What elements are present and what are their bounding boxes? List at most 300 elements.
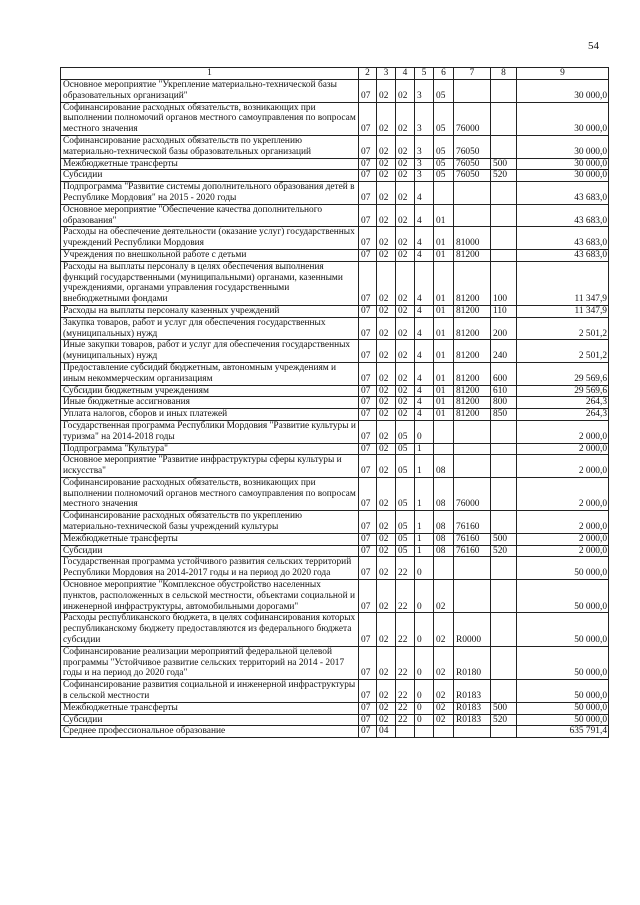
row-code-cell: 800 (491, 397, 517, 409)
row-description: Софинансирование расходных обязательств, возникающих при выполнении полномочий органов местного самоуправления по вопросам местного значения (61, 477, 359, 510)
row-code-cell: 100 (491, 261, 517, 305)
row-description: Софинансирование расходных обязательств, возникающих при выполнении полномочий органов местного самоуправления по вопросам местного значения (61, 102, 359, 135)
table-row (61, 158, 609, 170)
row-code-cell: 81200 (454, 305, 491, 317)
row-code-cell: R0183 (454, 680, 491, 703)
table-row (61, 102, 609, 135)
row-code-cell: 02 (377, 511, 396, 534)
row-code-cell: 08 (434, 545, 454, 557)
row-code-cell: 81200 (454, 261, 491, 305)
row-code-cell (491, 646, 517, 679)
row-code-cell (434, 557, 454, 580)
row-code-cell: 81200 (454, 317, 491, 340)
row-code-cell: 07 (359, 714, 377, 726)
row-code-cell: 02 (377, 533, 396, 545)
table-row (61, 455, 609, 478)
row-code-cell: 04 (377, 726, 396, 738)
row-code-cell: 81200 (454, 385, 491, 397)
row-code-cell: 07 (359, 170, 377, 182)
row-code-cell: 22 (396, 646, 415, 679)
row-description: Субсидии (61, 714, 359, 726)
row-code-cell: 4 (415, 385, 434, 397)
row-code-cell: 01 (434, 409, 454, 421)
row-description: Софинансирование развития социальной и инженерной инфраструктуры в сельской местности (61, 680, 359, 703)
row-code-cell: 07 (359, 613, 377, 646)
table-row (61, 170, 609, 182)
row-code-cell: R0183 (454, 714, 491, 726)
row-description: Государственная программа Республики Мордовия "Развитие культуры и туризма" на 2014-2018 годы (61, 420, 359, 443)
table-row (61, 613, 609, 646)
row-code-cell: 3 (415, 158, 434, 170)
column-header: 4 (396, 68, 415, 80)
row-amount: 43 683,0 (517, 204, 609, 227)
row-code-cell (491, 557, 517, 580)
row-code-cell (415, 726, 434, 738)
row-description: Учреждения по внешкольной работе с детьми (61, 249, 359, 261)
table-row (61, 261, 609, 305)
row-amount: 11 347,9 (517, 305, 609, 317)
row-code-cell: 81200 (454, 340, 491, 363)
row-description: Иные бюджетные ассигнования (61, 397, 359, 409)
row-code-cell: 01 (434, 204, 454, 227)
row-code-cell: 22 (396, 702, 415, 714)
row-code-cell: 4 (415, 397, 434, 409)
row-code-cell: 110 (491, 305, 517, 317)
row-code-cell: 02 (396, 158, 415, 170)
row-amount: 2 501,2 (517, 317, 609, 340)
row-code-cell: 02 (377, 80, 396, 103)
row-code-cell (491, 443, 517, 455)
row-code-cell: 02 (396, 170, 415, 182)
row-code-cell: 07 (359, 533, 377, 545)
row-amount: 50 000,0 (517, 646, 609, 679)
row-code-cell: 02 (377, 714, 396, 726)
row-code-cell: 600 (491, 362, 517, 385)
row-code-cell: 01 (434, 385, 454, 397)
row-code-cell: 02 (396, 362, 415, 385)
column-header: 2 (359, 68, 377, 80)
row-code-cell: 76160 (454, 533, 491, 545)
row-code-cell: 81200 (454, 249, 491, 261)
row-description: Основное мероприятие "Комплексное обустройство населенных пунктов, расположенных в сельской местности, объектами социальной и инженерной инфраструктуры, автомобильными дорогами" (61, 580, 359, 613)
row-code-cell: 08 (434, 477, 454, 510)
row-code-cell: 3 (415, 170, 434, 182)
row-amount: 50 000,0 (517, 580, 609, 613)
row-code-cell (491, 613, 517, 646)
row-code-cell: 0 (415, 613, 434, 646)
row-code-cell: 07 (359, 135, 377, 158)
table-row (61, 726, 609, 738)
row-code-cell: 76050 (454, 135, 491, 158)
row-code-cell: 02 (377, 170, 396, 182)
row-code-cell (434, 726, 454, 738)
row-code-cell (396, 726, 415, 738)
row-code-cell (454, 455, 491, 478)
row-code-cell: 05 (396, 477, 415, 510)
row-code-cell: 0 (415, 714, 434, 726)
row-code-cell: 07 (359, 420, 377, 443)
row-code-cell: 07 (359, 702, 377, 714)
row-code-cell: 07 (359, 646, 377, 679)
row-description: Подпрограмма "Развитие системы дополнительного образования детей в Республике Мордовия" на 2015 - 2020 годы (61, 182, 359, 205)
row-code-cell: 01 (434, 305, 454, 317)
row-code-cell: 1 (415, 477, 434, 510)
row-code-cell (454, 726, 491, 738)
row-code-cell: 01 (434, 340, 454, 363)
row-amount: 30 000,0 (517, 80, 609, 103)
row-code-cell: 4 (415, 249, 434, 261)
table-row (61, 420, 609, 443)
row-code-cell: 05 (434, 102, 454, 135)
row-code-cell: 05 (434, 158, 454, 170)
row-code-cell: 520 (491, 170, 517, 182)
table-row (61, 511, 609, 534)
row-code-cell: 02 (377, 362, 396, 385)
row-code-cell: 02 (377, 613, 396, 646)
row-code-cell: 81200 (454, 362, 491, 385)
row-code-cell: 07 (359, 317, 377, 340)
row-code-cell: 07 (359, 158, 377, 170)
row-code-cell (491, 726, 517, 738)
row-description: Предоставление субсидий бюджетным, автономным учреждениям и иным некоммерческим организациям (61, 362, 359, 385)
row-code-cell: 81000 (454, 227, 491, 250)
row-description: Софинансирование реализации мероприятий федеральной целевой программы "Устойчивое развитие сельских территорий на 2014 - 2017 годы и на период до 2020 года" (61, 646, 359, 679)
row-code-cell: 1 (415, 443, 434, 455)
row-code-cell: 4 (415, 340, 434, 363)
row-code-cell: 76000 (454, 102, 491, 135)
row-code-cell (491, 135, 517, 158)
table-row (61, 533, 609, 545)
row-code-cell: 07 (359, 305, 377, 317)
row-code-cell: 02 (377, 340, 396, 363)
row-description: Расходы на выплаты персоналу казенных учреждений (61, 305, 359, 317)
table-header-row (61, 68, 609, 80)
row-code-cell: 3 (415, 80, 434, 103)
table-row (61, 182, 609, 205)
row-code-cell: 02 (377, 477, 396, 510)
table-row (61, 227, 609, 250)
row-description: Государственная программа устойчивого развития сельских территорий Республики Мордовия на 2014-2017 годы и на период до 2020 года (61, 557, 359, 580)
row-code-cell: R0183 (454, 702, 491, 714)
row-code-cell (434, 443, 454, 455)
row-description: Закупка товаров, работ и услуг для обеспечения государственных (муниципальных) нужд (61, 317, 359, 340)
row-code-cell: 08 (434, 511, 454, 534)
row-code-cell: 02 (377, 680, 396, 703)
table-row (61, 646, 609, 679)
row-code-cell: 4 (415, 227, 434, 250)
row-code-cell: 76050 (454, 170, 491, 182)
row-code-cell (491, 580, 517, 613)
row-code-cell (491, 227, 517, 250)
row-description: Основное мероприятие "Развитие инфраструктуры сферы культуры и искусства" (61, 455, 359, 478)
row-code-cell (454, 580, 491, 613)
row-amount: 11 347,9 (517, 261, 609, 305)
row-code-cell: 02 (396, 204, 415, 227)
row-code-cell: 520 (491, 545, 517, 557)
row-code-cell: 0 (415, 680, 434, 703)
row-code-cell: 07 (359, 511, 377, 534)
row-code-cell: 01 (434, 397, 454, 409)
row-code-cell: 4 (415, 204, 434, 227)
row-code-cell: 07 (359, 249, 377, 261)
row-code-cell (491, 511, 517, 534)
row-code-cell: 07 (359, 545, 377, 557)
row-code-cell: 02 (377, 702, 396, 714)
row-code-cell (454, 557, 491, 580)
row-code-cell: 05 (434, 80, 454, 103)
row-code-cell: 1 (415, 455, 434, 478)
row-code-cell: 81200 (454, 397, 491, 409)
row-amount: 2 000,0 (517, 455, 609, 478)
row-code-cell: 02 (377, 443, 396, 455)
row-code-cell: 01 (434, 261, 454, 305)
row-code-cell: 1 (415, 545, 434, 557)
row-amount: 43 683,0 (517, 227, 609, 250)
column-header: 1 (61, 68, 359, 80)
row-code-cell: 05 (434, 135, 454, 158)
row-amount: 2 000,0 (517, 420, 609, 443)
budget-table (60, 67, 609, 738)
row-code-cell (454, 80, 491, 103)
row-code-cell: 76000 (454, 477, 491, 510)
row-code-cell: 07 (359, 557, 377, 580)
page-number: 54 (588, 40, 599, 52)
row-code-cell: 07 (359, 362, 377, 385)
row-code-cell: 02 (377, 102, 396, 135)
row-description: Расходы республиканского бюджета, в целях софинансирования которых республиканскому бюджету предоставляются из федерального бюджета субсидии (61, 613, 359, 646)
row-code-cell: 1 (415, 533, 434, 545)
row-amount: 30 000,0 (517, 170, 609, 182)
row-code-cell: 02 (434, 702, 454, 714)
row-amount: 29 569,6 (517, 385, 609, 397)
table-row (61, 204, 609, 227)
row-description: Субсидии (61, 545, 359, 557)
row-code-cell: 22 (396, 714, 415, 726)
row-code-cell (454, 420, 491, 443)
row-code-cell: 07 (359, 102, 377, 135)
row-code-cell: R0000 (454, 613, 491, 646)
table-row (61, 305, 609, 317)
row-description: Расходы на выплаты персоналу в целях обеспечения выполнения функций государственными (муниципальными) органами, казенными учреждениями, органами управления государственными внебюджетными фондами (61, 261, 359, 305)
row-code-cell: 07 (359, 680, 377, 703)
row-description: Расходы на обеспечение деятельности (оказание услуг) государственных учреждений Республики Мордовия (61, 227, 359, 250)
row-code-cell (491, 204, 517, 227)
row-code-cell: 02 (377, 158, 396, 170)
row-code-cell: 02 (377, 135, 396, 158)
row-code-cell: 07 (359, 455, 377, 478)
row-code-cell: 22 (396, 680, 415, 703)
row-code-cell: 05 (396, 511, 415, 534)
row-code-cell: 0 (415, 580, 434, 613)
row-code-cell: 07 (359, 227, 377, 250)
row-code-cell (491, 182, 517, 205)
column-header: 8 (491, 68, 517, 80)
row-code-cell: 02 (377, 249, 396, 261)
row-code-cell (454, 443, 491, 455)
row-code-cell: 07 (359, 385, 377, 397)
column-header: 9 (517, 68, 609, 80)
row-code-cell: 4 (415, 182, 434, 205)
row-code-cell: 240 (491, 340, 517, 363)
row-code-cell: 4 (415, 305, 434, 317)
row-code-cell: 500 (491, 158, 517, 170)
row-code-cell: 02 (377, 261, 396, 305)
row-code-cell: 02 (434, 680, 454, 703)
row-amount: 43 683,0 (517, 249, 609, 261)
row-amount: 29 569,6 (517, 362, 609, 385)
row-code-cell: 02 (434, 580, 454, 613)
row-amount: 2 000,0 (517, 511, 609, 534)
row-code-cell (491, 80, 517, 103)
row-description: Межбюджетные трансферты (61, 702, 359, 714)
column-header: 5 (415, 68, 434, 80)
row-description: Основное мероприятие "Укрепление материально-технической базы образовательных организаций" (61, 80, 359, 103)
row-code-cell: 3 (415, 135, 434, 158)
table-row (61, 409, 609, 421)
row-code-cell: 07 (359, 80, 377, 103)
row-amount: 30 000,0 (517, 135, 609, 158)
row-code-cell: 0 (415, 420, 434, 443)
row-code-cell: 02 (396, 409, 415, 421)
row-code-cell: 22 (396, 613, 415, 646)
row-description: Софинансирование расходных обязательств по укреплению материально-технической базы учреждений культуры (61, 511, 359, 534)
row-code-cell: 02 (377, 557, 396, 580)
row-code-cell (454, 204, 491, 227)
row-code-cell: 500 (491, 702, 517, 714)
row-code-cell (454, 182, 491, 205)
row-description: Субсидии (61, 170, 359, 182)
row-code-cell: 08 (434, 533, 454, 545)
row-code-cell: 02 (396, 305, 415, 317)
row-code-cell: 02 (396, 397, 415, 409)
row-amount: 264,3 (517, 397, 609, 409)
row-code-cell: 02 (396, 227, 415, 250)
row-code-cell: 76160 (454, 545, 491, 557)
row-amount: 50 000,0 (517, 557, 609, 580)
table-row (61, 702, 609, 714)
table-row (61, 680, 609, 703)
row-amount: 50 000,0 (517, 680, 609, 703)
column-header: 3 (377, 68, 396, 80)
row-code-cell: 05 (396, 545, 415, 557)
row-code-cell: 81200 (454, 409, 491, 421)
row-code-cell: 02 (377, 227, 396, 250)
row-code-cell: 4 (415, 362, 434, 385)
row-amount: 43 683,0 (517, 182, 609, 205)
row-code-cell: 4 (415, 409, 434, 421)
row-code-cell: 200 (491, 317, 517, 340)
row-description: Уплата налогов, сборов и иных платежей (61, 409, 359, 421)
row-amount: 50 000,0 (517, 702, 609, 714)
table-row (61, 317, 609, 340)
row-code-cell: 07 (359, 204, 377, 227)
row-code-cell: 02 (434, 714, 454, 726)
row-code-cell (491, 455, 517, 478)
row-code-cell: 22 (396, 557, 415, 580)
row-code-cell: 07 (359, 261, 377, 305)
table-row (61, 580, 609, 613)
row-code-cell: 02 (396, 385, 415, 397)
row-code-cell: 02 (377, 317, 396, 340)
row-code-cell: 850 (491, 409, 517, 421)
row-code-cell: 07 (359, 397, 377, 409)
table-row (61, 714, 609, 726)
row-code-cell (491, 680, 517, 703)
row-amount: 2 000,0 (517, 477, 609, 510)
row-code-cell: 02 (377, 580, 396, 613)
row-code-cell: 01 (434, 227, 454, 250)
row-description: Среднее профессиональное образование (61, 726, 359, 738)
row-code-cell: 02 (396, 249, 415, 261)
row-code-cell: 05 (396, 455, 415, 478)
row-code-cell: 02 (377, 204, 396, 227)
row-amount: 50 000,0 (517, 714, 609, 726)
row-code-cell: 02 (377, 455, 396, 478)
row-code-cell: 01 (434, 362, 454, 385)
table-row (61, 80, 609, 103)
row-code-cell: 3 (415, 102, 434, 135)
row-code-cell: 02 (434, 613, 454, 646)
table-row (61, 477, 609, 510)
row-amount: 2 501,2 (517, 340, 609, 363)
row-code-cell: 0 (415, 557, 434, 580)
row-code-cell: 05 (396, 443, 415, 455)
row-description: Софинансирование расходных обязательств по укреплению материально-технической базы образовательных организаций (61, 135, 359, 158)
row-amount: 2 000,0 (517, 545, 609, 557)
row-code-cell: 0 (415, 702, 434, 714)
row-description: Межбюджетные трансферты (61, 533, 359, 545)
row-description: Субсидии бюджетным учреждениям (61, 385, 359, 397)
row-code-cell: 01 (434, 249, 454, 261)
row-code-cell: 0 (415, 646, 434, 679)
row-code-cell: 05 (396, 420, 415, 443)
table-row (61, 249, 609, 261)
row-code-cell (434, 182, 454, 205)
row-code-cell: 76050 (454, 158, 491, 170)
row-code-cell: 01 (434, 317, 454, 340)
row-code-cell: 610 (491, 385, 517, 397)
row-amount: 50 000,0 (517, 613, 609, 646)
row-code-cell: 500 (491, 533, 517, 545)
row-code-cell: 07 (359, 477, 377, 510)
row-code-cell: 02 (396, 261, 415, 305)
row-code-cell: 02 (377, 646, 396, 679)
row-code-cell: 07 (359, 409, 377, 421)
row-code-cell: 02 (396, 80, 415, 103)
row-code-cell (491, 420, 517, 443)
row-code-cell: 07 (359, 443, 377, 455)
row-code-cell: 02 (377, 305, 396, 317)
row-code-cell: 02 (434, 646, 454, 679)
row-amount: 30 000,0 (517, 158, 609, 170)
row-code-cell: 02 (396, 340, 415, 363)
row-amount: 30 000,0 (517, 102, 609, 135)
row-code-cell: 02 (377, 545, 396, 557)
row-code-cell: R0180 (454, 646, 491, 679)
row-code-cell: 07 (359, 580, 377, 613)
row-code-cell: 02 (377, 420, 396, 443)
row-amount: 2 000,0 (517, 533, 609, 545)
row-code-cell (491, 249, 517, 261)
row-code-cell: 02 (396, 317, 415, 340)
row-code-cell (491, 102, 517, 135)
row-code-cell: 05 (434, 170, 454, 182)
row-amount: 2 000,0 (517, 443, 609, 455)
table-row (61, 362, 609, 385)
table-row (61, 557, 609, 580)
row-code-cell (491, 477, 517, 510)
row-description: Межбюджетные трансферты (61, 158, 359, 170)
